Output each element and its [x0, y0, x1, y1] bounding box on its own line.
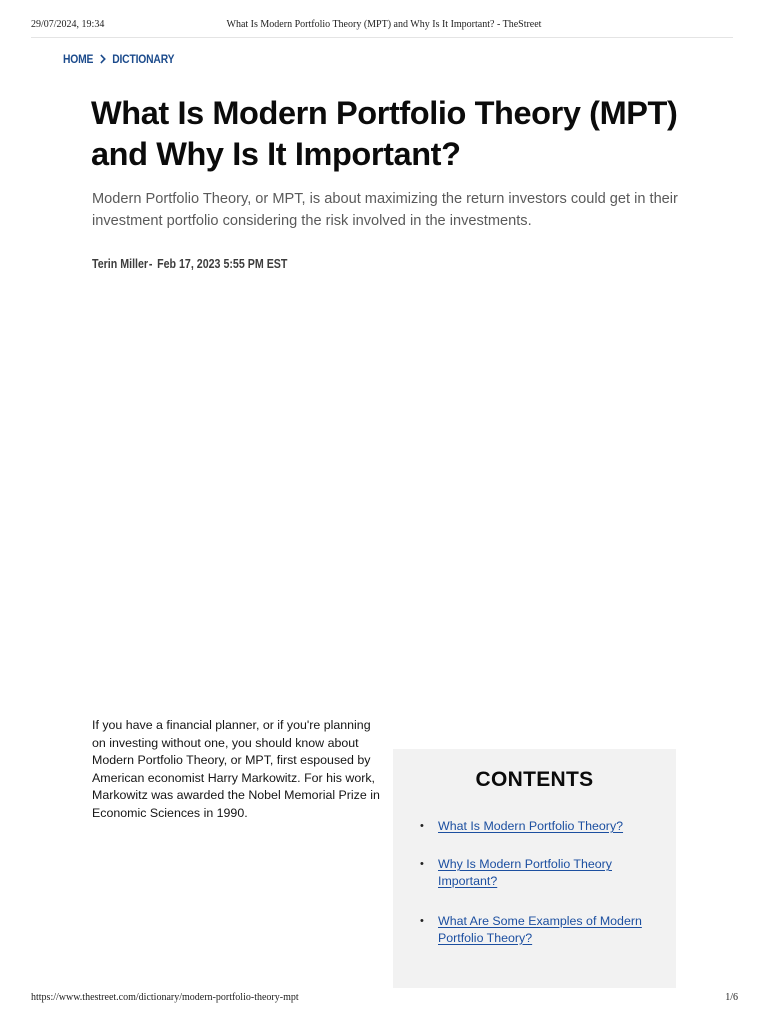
- bullet-icon: •: [420, 915, 424, 927]
- breadcrumb-dictionary-link[interactable]: DICTIONARY: [112, 52, 175, 66]
- contents-link-why-mpt-important[interactable]: Why Is Modern Portfolio Theory Important?: [438, 857, 612, 888]
- print-url: https://www.thestreet.com/dictionary/modern-portfolio-theory-mpt: [31, 992, 299, 1003]
- breadcrumb-home-link[interactable]: HOME: [63, 52, 94, 66]
- contents-item: [420, 856, 650, 889]
- intro-paragraph: If you have a financial planner, or if you're planning on investing without one, you should know about Modern Portfolio Theory, or MPT, first espoused by American economist Harry Markowitz. For his work, Markowitz was awarded the Nobel Memorial Prize in Economic Sciences in 1990.: [92, 718, 380, 820]
- byline: [92, 256, 287, 274]
- author-link[interactable]: Terin Miller: [92, 256, 149, 271]
- byline-separator: -: [148, 256, 153, 271]
- bullet-icon: •: [420, 858, 424, 870]
- breadcrumb: [63, 51, 174, 67]
- print-header: [0, 19, 768, 33]
- print-datetime: 29/07/2024, 19:34: [31, 19, 105, 30]
- chevron-right-icon: [93, 51, 112, 67]
- article-deck: Modern Portfolio Theory, or MPT, is about maximizing the return investors could get in their investment portfolio considering the risk involved in the investments.: [92, 191, 678, 229]
- print-page-title: What Is Modern Portfolio Theory (MPT) and Why Is It Important? - TheStreet: [226, 19, 542, 30]
- header-divider: [31, 37, 733, 38]
- contents-link-what-is-mpt[interactable]: What Is Modern Portfolio Theory?: [438, 819, 624, 833]
- contents-item: [420, 818, 650, 835]
- print-footer: [0, 992, 768, 1006]
- contents-heading: CONTENTS: [475, 768, 594, 791]
- contents-link-mpt-examples[interactable]: What Are Some Examples of Modern Portfolio Theory?: [438, 914, 642, 945]
- article-title: What Is Modern Portfolio Theory (MPT) and Why Is It Important?: [91, 95, 678, 172]
- bullet-icon: •: [420, 820, 424, 832]
- print-page-number: 1/6: [725, 992, 738, 1003]
- publish-date: Feb 17, 2023 5:55 PM EST: [157, 256, 288, 271]
- contents-item: [420, 913, 650, 946]
- table-of-contents: [393, 749, 676, 988]
